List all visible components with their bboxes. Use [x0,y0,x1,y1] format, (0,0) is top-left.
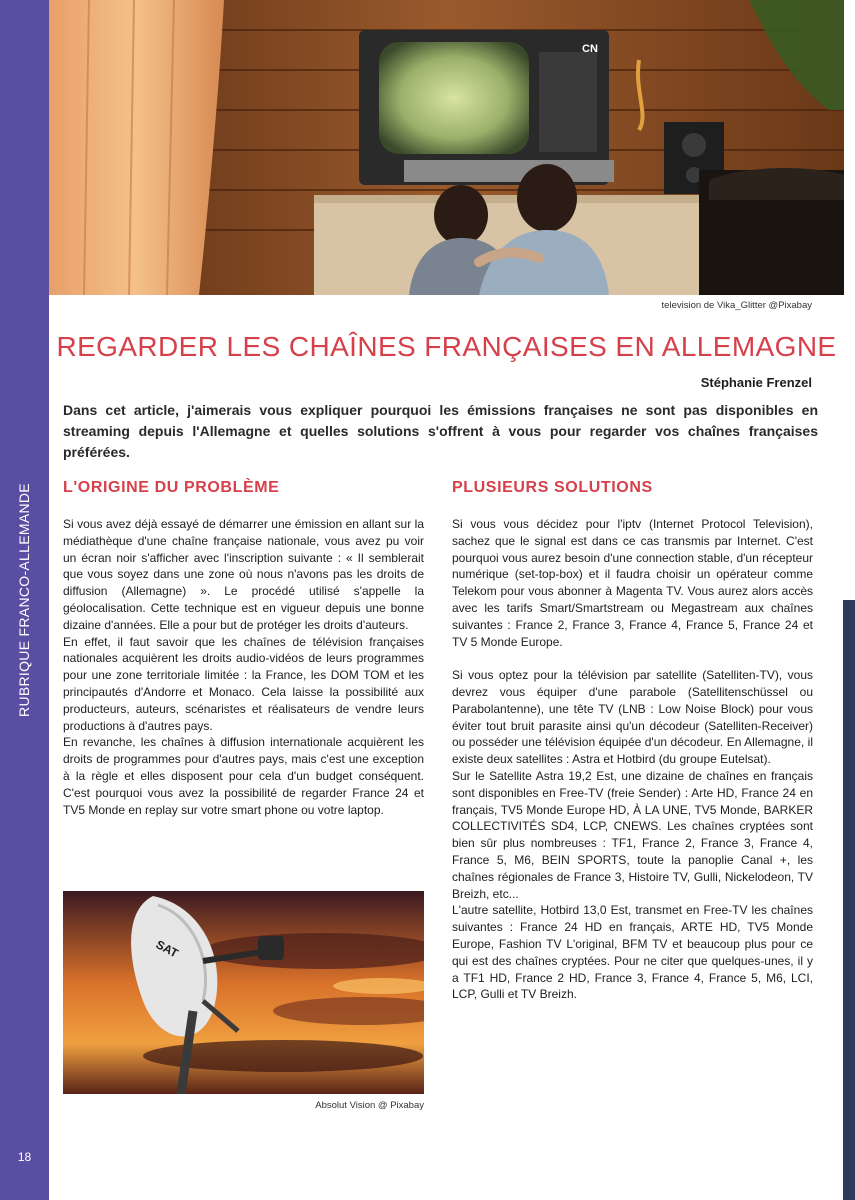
left-section-heading: L'ORIGINE DU PROBLÈME [63,479,280,496]
paragraph-spacer [452,650,813,667]
dish-brand-logo: SAT [153,937,181,961]
article-intro: Dans cet article, j'aimerais vous expliquer pourquoi les émissions françaises ne sont pas disponibles en streaming depuis l'Allemagne et quelles solutions s'offrent à vous pour regarder vos chaînes françaises préférées. [63,402,818,460]
hero-photo-credit: television de Vika_Glitter @Pixabay [661,300,812,311]
right-paragraph-1: Si vous vous décidez pour l'iptv (Internet Protocol Television), sachez que le signal est dans ce cas transmis par Internet. C'est pourquoi vous aurez besoin d'une connection stable, d'un récepteur numérique (set-top-box) et il faudra choisir un opérateur comme Telekom pour vous abonner à Magenta TV. Vous aurez alors accès avec les tarifs Smart/Smartstream ou Megastream aux chaînes suivantes : France 2, France 3, France 4, France 5, France 24 et TV 5 Monde Europe. [452,517,813,649]
right-paragraph-3: Sur le Satellite Astra 19,2 Est, une dizaine de chaînes en français sont disponibles en Free-TV (freie Sender) : Arte HD, France 24 en français, TV5 Monde Europe HD, À LA UNE, TV5 Monde, BARKER COLLECTIVITÉS SD4, LCP, CNEWS. Les chaînes cryptées sont bien sûr plus nombreuses : TF1, France 2, France 3, France 4, France 5, M6, BEIN SPORTS, toute la panoplie Canal +, les chaînes régionales de France 3, Histoire TV, Gulli, Nickelodeon, TV Breizh, etc... [452,768,813,901]
right-paragraph-2: Si vous optez pour la télévision par satellite (Satelliten-TV), vous devrez vous équiper d'une parabole (Satellitenschüssel ou Parabolantenne), une tête TV (LNB : Low Noise Block) pour vous éviter tout bruit parasite ainsi qu'un décodeur (Satelliten-Receiver) ou posséder une télévision équipée d'un décodeur. En Allemagne, il existe deux satellites : Astra et Hotbird (du groupe Eutelsat). [452,668,813,767]
page-number: 18 [17,1150,32,1164]
left-paragraph-3: En revanche, les chaînes à diffusion internationale acquièrent les droits de programmes pour d'autres pays, mais c'est une exception à la règle et elles disposent pour cela d'un budget conséquent. C'est pourquoi vous avez la possibilité de regarder France 24 et TV5 Monde en replay sur votre smart phone ou votre laptop. [63,735,424,817]
right-section-heading: PLUSIEURS SOLUTIONS [452,479,653,496]
tv-channel-logo: CN [582,43,598,55]
article-author: Stéphanie Frenzel [700,375,812,390]
article-title: REGARDER LES CHAÎNES FRANÇAISES EN ALLEMAGNE [56,331,837,362]
left-paragraph-1: Si vous avez déjà essayé de démarrer une émission en allant sur la médiathèque d'une chaîne française nationale, vous avez pu voir un écran noir s'afficher avec l'inscription suivante : « Il semblerait que vous soyez dans une zone où nous n'avons pas les droits de diffusion (Allemagne) ». Le procédé utilisé s'appelle la géolocalisation. Cette technique est en vigueur depuis une bonne dizaine d'années. Elle a pour but de protéger les droits d'auteurs. [63,517,424,632]
satellite-dish-photo [63,891,424,1094]
dish-photo-credit: Absolut Vision @ Pixabay [315,1100,424,1111]
satellite-dish-illustration [63,891,424,1094]
children-watching-tv-illustration [49,0,844,295]
sidebar [0,0,49,1200]
left-paragraph-2: En effet, il faut savoir que les chaînes de télévision françaises nationales acquièrent les droits audio-vidéos de leurs programmes pour une zone territoriale limitée : la France, les DOM TOM et les principautés d'Andorre et Monaco. Cela laisse la possibilité aux producteurs, auteurs, scénaristes et réalisateurs de vendre leurs productions à d'autres pays. [63,634,424,733]
right-column [452,516,813,1003]
right-accent-bar [843,600,855,1200]
hero-photo [49,0,844,295]
left-column [63,516,424,818]
right-paragraph-4: L'autre satellite, Hotbird 13,0 Est, transmet en Free-TV les chaînes suivantes : France 24 HD en français, ARTE HD, TV5 Monde Europe, Fashion TV L'original, BFM TV et beaucoup plus pour ce qui est des chaînes cryptées. Pour ne citer que quelques-unes, il y a TF1 HD, France 2 HD, France 3, France 4, France 5, M6, LCI, LCP, Gulli et TV Breizh. [452,903,813,1002]
section-label: RUBRIQUE FRANCO-ALLEMANDE [16,483,32,717]
